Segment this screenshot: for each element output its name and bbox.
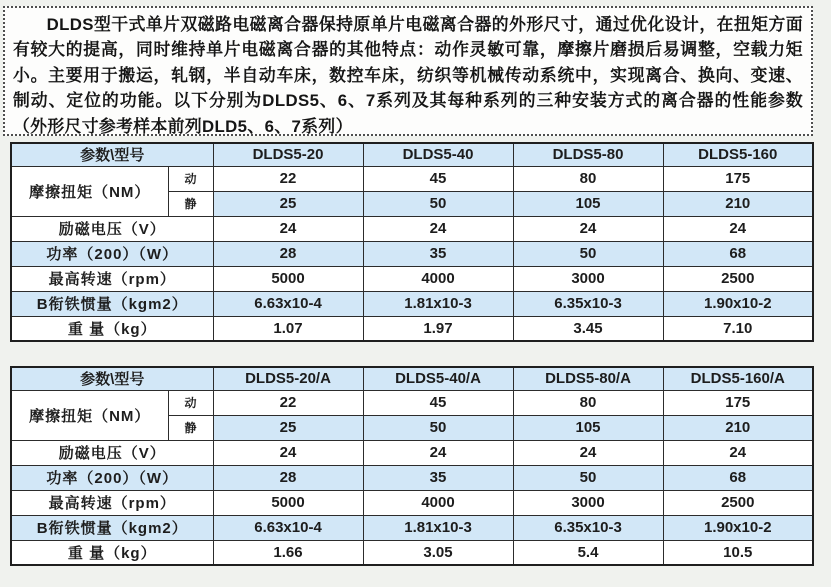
value-cell: 6.35x10-3	[513, 515, 663, 540]
model-header: DLDS5-80	[513, 143, 663, 166]
row-label-power: 功率（200）（W）	[11, 465, 213, 490]
max-speed-row	[11, 266, 813, 291]
value-cell: 68	[663, 241, 813, 266]
spec-table-dlds5a	[10, 366, 814, 566]
value-cell: 4000	[363, 490, 513, 515]
row-label-max-speed: 最高转速（rpm）	[11, 490, 213, 515]
voltage-row	[11, 440, 813, 465]
model-header: DLDS5-20/A	[213, 367, 363, 390]
value-cell: 80	[513, 390, 663, 415]
value-cell: 25	[213, 415, 363, 440]
model-header: DLDS5-40/A	[363, 367, 513, 390]
sub-label-static: 静	[168, 415, 213, 440]
value-cell: 5.4	[513, 540, 663, 565]
value-cell: 105	[513, 415, 663, 440]
param-model-header: 参数\型号	[11, 143, 213, 166]
table-header-row	[11, 143, 813, 166]
value-cell: 6.63x10-4	[213, 291, 363, 316]
intro-paragraph: DLDS型干式单片双磁路电磁离合器保持原单片电磁离合器的外形尺寸，通过优化设计，在扭矩方面有较大的提高，同时维持单片电磁离合器的其他特点：动作灵敏可靠，摩擦片磨损后易调整，空载力矩小。主要用于搬运，轧钢，半自动车床，数控车床，纺织等机械传动系统中，实现离合、换向、变速、制动、定位的功能。以下分别为DLDS5、6、7系列及其每种系列的三种安装方式的离合器的性能参数（外形尺寸参考样本前列DLD5、6、7系列）	[13, 15, 803, 136]
value-cell: 24	[363, 216, 513, 241]
model-header: DLDS5-40	[363, 143, 513, 166]
value-cell: 50	[363, 191, 513, 216]
row-label-weight: 重 量（kg）	[11, 316, 213, 341]
value-cell: 1.66	[213, 540, 363, 565]
value-cell: 24	[663, 440, 813, 465]
row-label-weight: 重 量（kg）	[11, 540, 213, 565]
value-cell: 50	[363, 415, 513, 440]
model-header: DLDS5-80/A	[513, 367, 663, 390]
value-cell: 24	[513, 440, 663, 465]
model-header: DLDS5-160	[663, 143, 813, 166]
value-cell: 22	[213, 166, 363, 191]
weight-row	[11, 540, 813, 565]
power-row	[11, 241, 813, 266]
value-cell: 80	[513, 166, 663, 191]
value-cell: 25	[213, 191, 363, 216]
value-cell: 50	[513, 241, 663, 266]
value-cell: 3.45	[513, 316, 663, 341]
row-label-voltage: 励磁电压（V）	[11, 440, 213, 465]
armature-inertia-row	[11, 291, 813, 316]
value-cell: 10.5	[663, 540, 813, 565]
value-cell: 35	[363, 465, 513, 490]
value-cell: 2500	[663, 266, 813, 291]
power-row	[11, 465, 813, 490]
value-cell: 175	[663, 390, 813, 415]
sub-label-dynamic: 动	[168, 390, 213, 415]
value-cell: 24	[513, 216, 663, 241]
weight-row	[11, 316, 813, 341]
value-cell: 175	[663, 166, 813, 191]
row-label-power: 功率（200）（W）	[11, 241, 213, 266]
row-label-max-speed: 最高转速（rpm）	[11, 266, 213, 291]
intro-box	[3, 6, 813, 136]
friction-torque-dynamic-row	[11, 390, 813, 415]
row-label-friction-torque: 摩擦扭矩（NM）	[11, 166, 168, 216]
spec-table-dlds5	[10, 142, 814, 342]
value-cell: 2500	[663, 490, 813, 515]
value-cell: 22	[213, 390, 363, 415]
model-header: DLDS5-160/A	[663, 367, 813, 390]
model-header: DLDS5-20	[213, 143, 363, 166]
value-cell: 24	[363, 440, 513, 465]
value-cell: 210	[663, 191, 813, 216]
row-label-armature-inertia: B衔铁惯量（kgm2）	[11, 515, 213, 540]
value-cell: 45	[363, 166, 513, 191]
sub-label-static: 静	[168, 191, 213, 216]
value-cell: 210	[663, 415, 813, 440]
armature-inertia-row	[11, 515, 813, 540]
table-header-row	[11, 367, 813, 390]
friction-torque-dynamic-row	[11, 166, 813, 191]
value-cell: 35	[363, 241, 513, 266]
value-cell: 28	[213, 241, 363, 266]
value-cell: 1.90x10-2	[663, 291, 813, 316]
value-cell: 1.97	[363, 316, 513, 341]
value-cell: 4000	[363, 266, 513, 291]
value-cell: 105	[513, 191, 663, 216]
value-cell: 6.35x10-3	[513, 291, 663, 316]
value-cell: 68	[663, 465, 813, 490]
value-cell: 7.10	[663, 316, 813, 341]
value-cell: 5000	[213, 266, 363, 291]
row-label-voltage: 励磁电压（V）	[11, 216, 213, 241]
value-cell: 6.63x10-4	[213, 515, 363, 540]
sub-label-dynamic: 动	[168, 166, 213, 191]
value-cell: 1.07	[213, 316, 363, 341]
value-cell: 5000	[213, 490, 363, 515]
value-cell: 3.05	[363, 540, 513, 565]
value-cell: 3000	[513, 490, 663, 515]
value-cell: 1.90x10-2	[663, 515, 813, 540]
value-cell: 50	[513, 465, 663, 490]
value-cell: 28	[213, 465, 363, 490]
param-model-header: 参数\型号	[11, 367, 213, 390]
value-cell: 45	[363, 390, 513, 415]
voltage-row	[11, 216, 813, 241]
value-cell: 3000	[513, 266, 663, 291]
value-cell: 24	[663, 216, 813, 241]
value-cell: 24	[213, 440, 363, 465]
max-speed-row	[11, 490, 813, 515]
row-label-friction-torque: 摩擦扭矩（NM）	[11, 390, 168, 440]
row-label-armature-inertia: B衔铁惯量（kgm2）	[11, 291, 213, 316]
value-cell: 1.81x10-3	[363, 515, 513, 540]
value-cell: 1.81x10-3	[363, 291, 513, 316]
value-cell: 24	[213, 216, 363, 241]
